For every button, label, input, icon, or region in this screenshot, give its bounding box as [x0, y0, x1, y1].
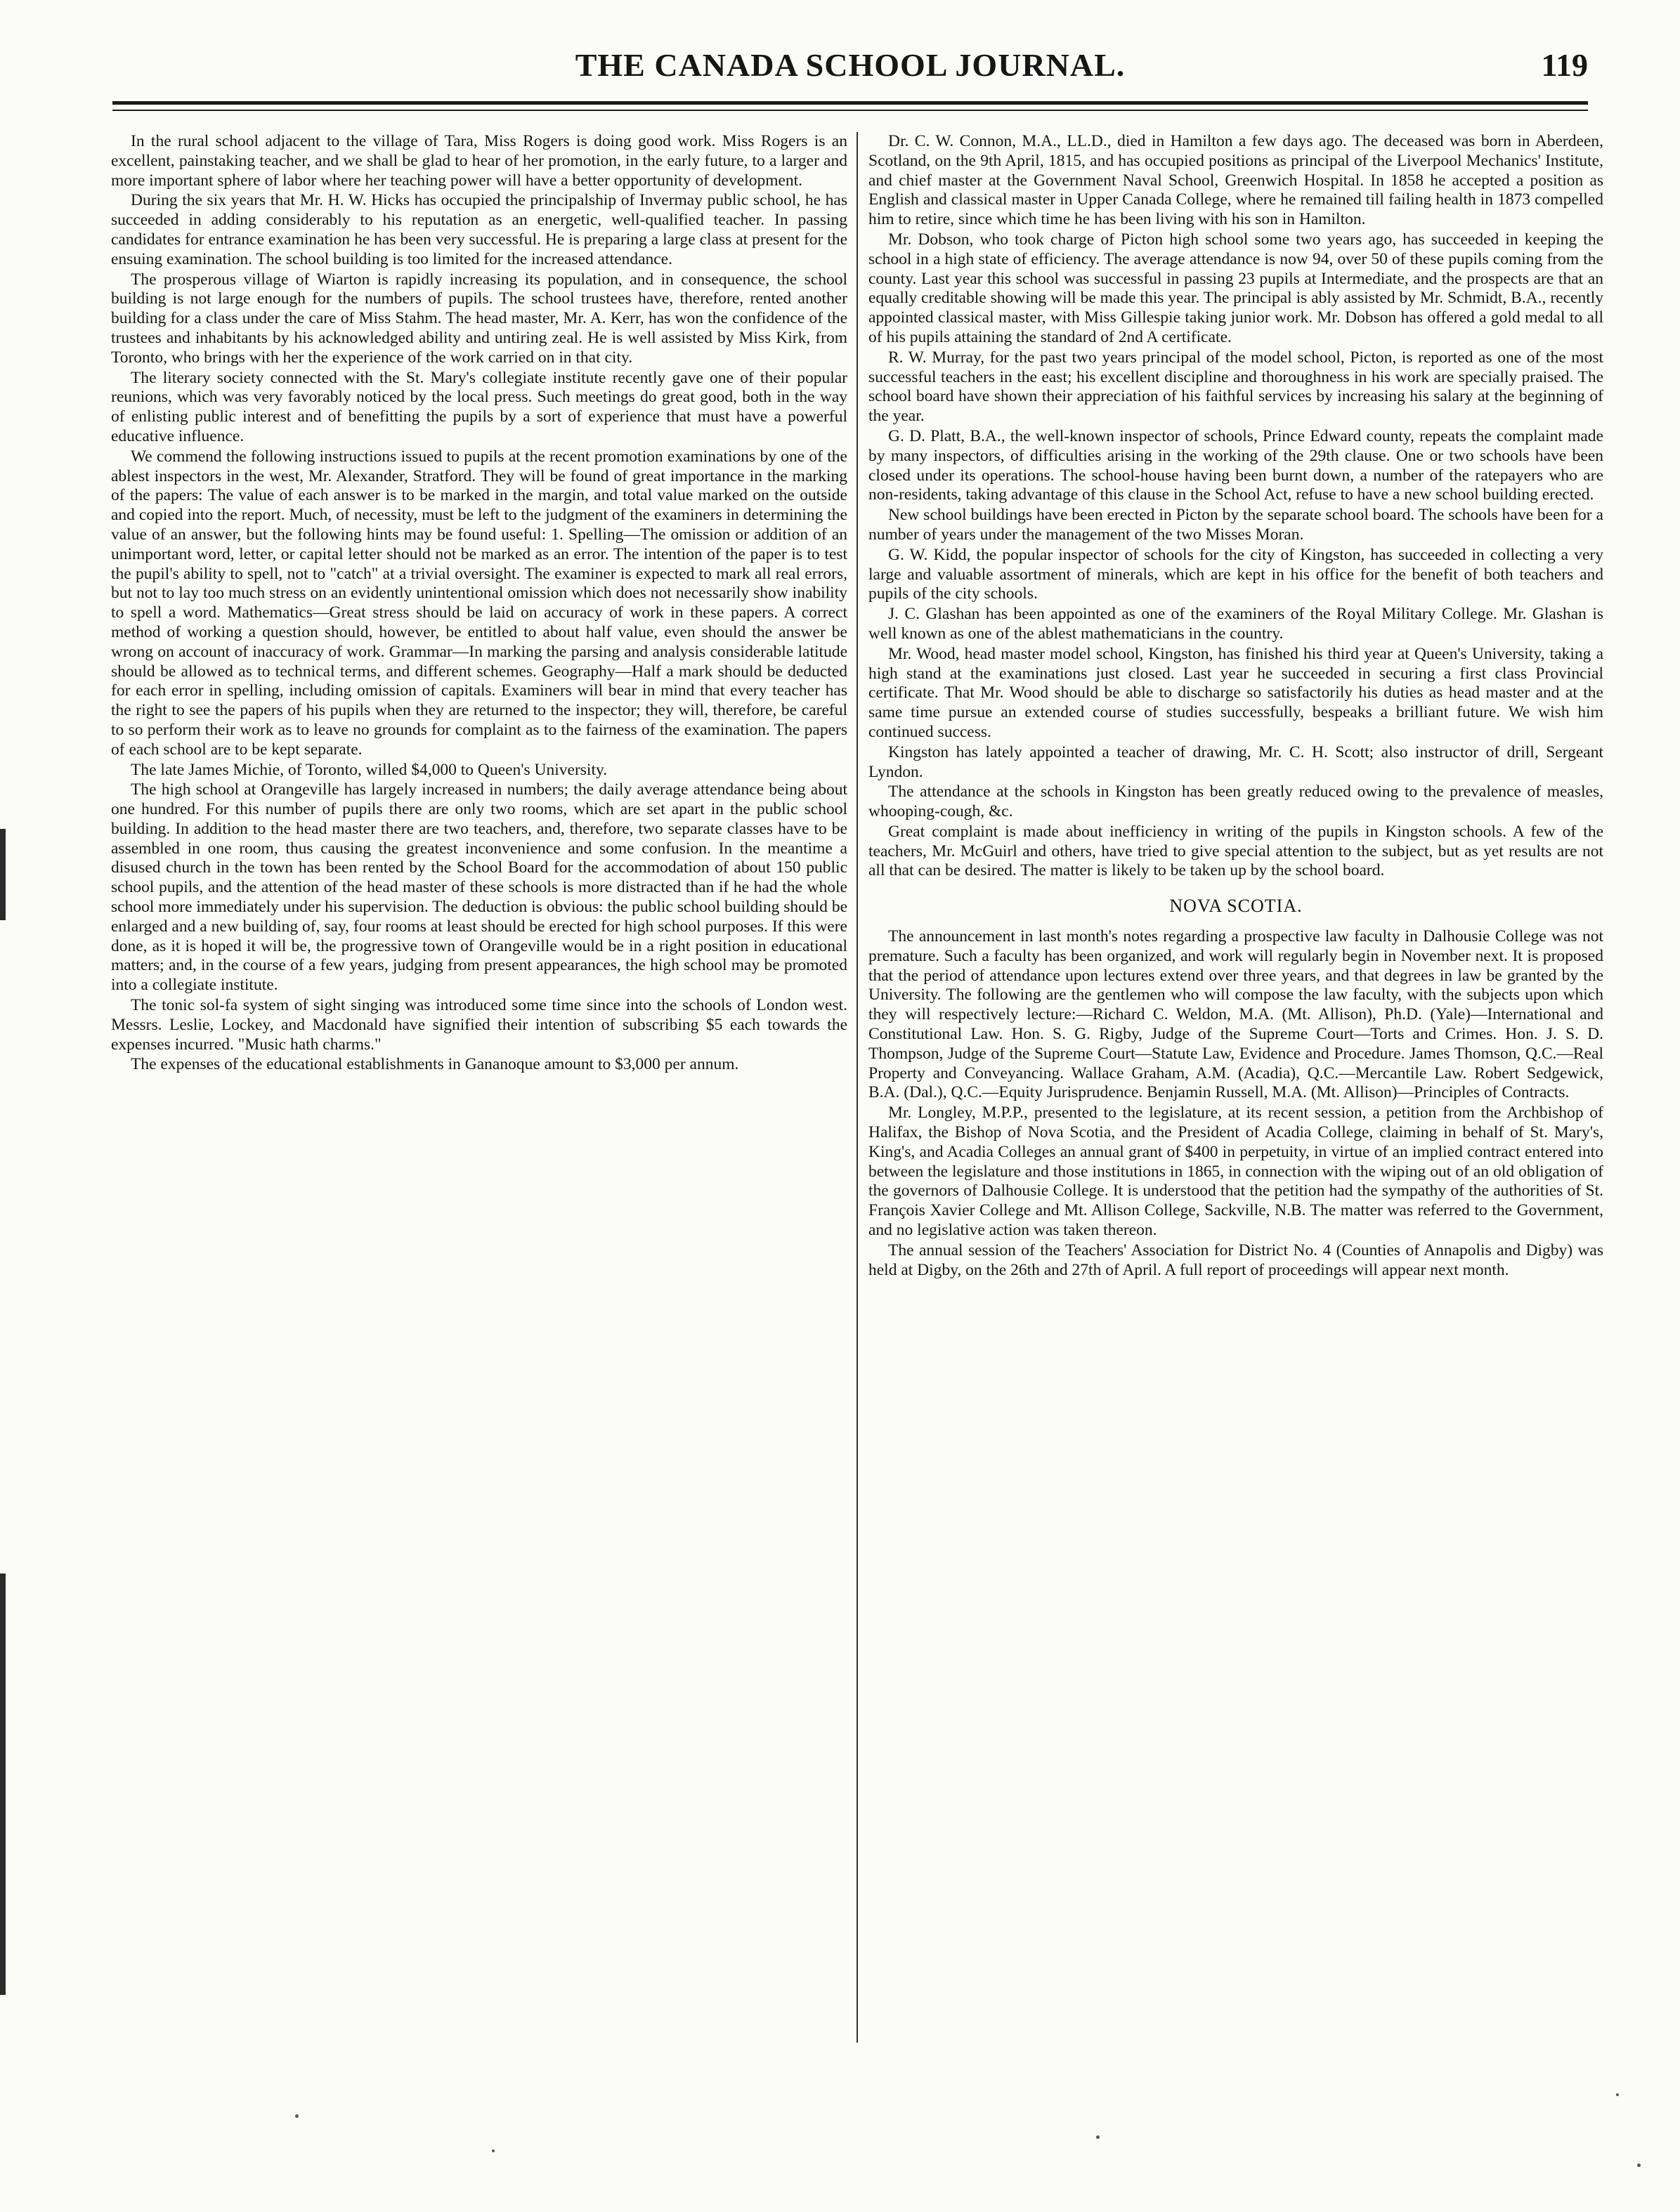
paragraph-michie: The late James Michie, of Toronto, willed $4,000 to Queen's University. — [131, 760, 608, 779]
header-rule-thin — [112, 110, 1588, 111]
binding-edge — [0, 1573, 6, 1995]
section-heading-nova-scotia: NOVA SCOTIA. — [1169, 896, 1303, 917]
page-number: 119 — [1541, 47, 1588, 83]
paragraph-invermay: During the six years that Mr. H. W. Hicks has occupied the principalship of Invermay public school, he has succeeded in adding considerably to his reputation as an energetic, well-qualified teacher. In passing candidates for entrance examination he has been very successful. He is preparing a large class at present for the ensuing examination. The school building is too limited for the increased attendance. — [111, 191, 847, 268]
column-divider — [857, 132, 858, 2043]
paragraph-dalhousie-law: The announcement in last month's notes regarding a prospective law faculty in Dalhousie College was not premature. Such a faculty has been organized, and work will regularly begin in November next. It is proposed that the period of attendance upon lectures extend over three years, and that degrees in law be granted by the University. The following are the gentlemen who will compose the law faculty, with the subjects upon which they will respectively lecture:—Richard C. Weldon, M.A. (Mt. Allison), Ph.D. (Yale)—International and Constitutional Law. Hon. S. G. Rigby, Judge of the Supreme Court—Torts and Crimes. Hon. J. S. D. Thompson, Judge of the Supreme Court—Statute Law, Evidence and Procedure. James Thomson, Q.C.—Real Property and Conveyancing. Wallace Graham, A.M. (Acadia), Q.C.—Mercantile Law. Robert Sedgewick, B.A. (Dal.), Q.C.—Equity Jurisprudence. Benjamin Russell, M.A. (Mt. Allison)—Principles of Contracts. — [868, 927, 1603, 1102]
paragraph-instructions: We commend the following instructions issued to pupils at the recent promotion examinations by one of the ablest inspectors in the west, Mr. Alexander, Stratford. They will be found of great importance in the marking of the papers: The value of each answer is to be marked in the margin, and total value marked on the outside and copied into the report. Much, of necessity, must be left to the judgment of the examiners in determining the value of an answer, but the following hints may be found useful: 1. Spelling—The omission or addition of an unimportant word, letter, or capital letter should not be marked as an error. The intention of the paper is to test the pupil's ability to spell, not to "catch" at a trivial oversight. The examiner is expected to mark all real errors, but not to lay too much stress on an evidently unintentional omission which does not necessarily show inability to spell a word. Mathematics—Great stress should be laid on accuracy of work in these papers. A correct method of working a question should, however, be entitled to about half value, even should the answer be wrong on account of inaccuracy of work. Grammar—In marking the parsing and analysis considerable latitude should be allowed as to technical terms, and different schemes. Geography—Half a mark should be deducted for each error in spelling, including omission of capitals. Examiners will bear in mind that every teacher has the right to see the papers of his pupils when they are returned to the inspector; they will, therefore, be careful to so perform their work as to leave no grounds for complaint as to the fairness of the examination. The papers of each school are to be kept separate. — [111, 447, 847, 759]
left-column — [111, 132, 847, 1075]
running-title: THE CANADA SCHOOL JOURNAL. — [575, 47, 1126, 83]
print-speck — [492, 2149, 495, 2152]
paragraph-teachers-association: The annual session of the Teachers' Association for District No. 4 (Counties of Annapolis and Digby) was held at Digby, on the 26th and 27th of April. A full report of proceedings will appear next month. — [868, 1241, 1603, 1279]
print-speck — [295, 2114, 299, 2118]
header-rule-thick — [112, 101, 1588, 105]
binding-edge — [0, 829, 6, 920]
paragraph-tara: In the rural school adjacent to the village of Tara, Miss Rogers is doing good work. Miss Rogers is an excellent, painstaking teacher, and we shall be glad to hear of her promotion, in the early future, to a larger and more important sphere of labor where her teaching power will have a better opportunity of development. — [111, 132, 847, 190]
paragraph-kidd: G. W. Kidd, the popular inspector of schools for the city of Kingston, has succeeded in collecting a very large and valuable assortment of minerals, which are kept in his office for the benefit of both teachers and pupils of the city schools. — [868, 545, 1603, 603]
print-speck — [1637, 2164, 1641, 2167]
paragraph-platt: G. D. Platt, B.A., the well-known inspector of schools, Prince Edward county, repeats the complaint made by many inspectors, of difficulties arising in the working of the 29th clause. One or two schools have been closed under its operations. The school-house having been burnt down, a number of the ratepayers who are non-residents, taking advantage of this clause in the School Act, refuse to have a new school building erected. — [868, 426, 1603, 504]
paragraph-picton-separate: New school buildings have been erected in Picton by the separate school board. The schools have been for a number of years under the management of the two Misses Moran. — [868, 506, 1603, 544]
paragraph-gananoque: The expenses of the educational establishments in Gananoque amount to $3,000 per annum. — [131, 1055, 739, 1074]
right-column — [868, 132, 1603, 1281]
paragraph-wood: Mr. Wood, head master model school, Kingston, has finished his third year at Queen's University, taking a high stand at the examinations just closed. Last year he succeeded in securing a first class Provincial certificate. That Mr. Wood should be able to discharge so satisfactorily his duties as head master and at the same time pursue an extended course of studies successfully, bespeaks a brilliant future. We wish him continued success. — [868, 644, 1603, 741]
paragraph-kingston-writing: Great complaint is made about inefficiency in writing of the pupils in Kingston schools. A few of the teachers, Mr. McGuirl and others, have tried to give special attention to the subject, but as yet results are not all that can be desired. The matter is likely to be taken up by the school board. — [868, 822, 1603, 880]
print-speck — [1616, 2093, 1619, 2096]
print-speck — [1096, 2135, 1100, 2139]
page-header — [112, 46, 1588, 97]
paragraph-kingston-attendance: The attendance at the schools in Kingston has been greatly reduced owing to the prevalence of measles, whooping-cough, &c. — [868, 783, 1603, 821]
paragraph-glashan: J. C. Glashan has been appointed as one of the examiners of the Royal Military College. Mr. Glashan is well known as one of the ablest mathematicians in the country. — [868, 605, 1603, 643]
paragraph-kingston-drawing: Kingston has lately appointed a teacher of drawing, Mr. C. H. Scott; also instructor of drill, Sergeant Lyndon. — [868, 742, 1603, 781]
paragraph-orangeville: The high school at Orangeville has largely increased in numbers; the daily average attendance being about one hundred. For this number of pupils there are only two rooms, which are set apart in the public school building. In addition to the head master there are two teachers, and, therefore, two separate classes have to be assembled in one room, thus causing the greatest inconvenience and some confusion. In the meantime a disused church in the town has been rented by the School Board for the accommodation of about 150 public school pupils, and the attention of the head master of these schools is more distracted than if he had the whole school more immediately under his supervision. The deduction is obvious: the public school building should be enlarged and a new building of, say, four rooms at least should be erected for high school purposes. If this were done, as it is hoped it will be, the progressive town of Orangeville would be in a right position in educational matters; and, in the course of a few years, judging from present appearances, the high school may be promoted into a collegiate institute. — [111, 780, 847, 995]
paragraph-murray: R. W. Murray, for the past two years principal of the model school, Picton, is reported as one of the most successful teachers in the east; his excellent discipline and thoroughness in his work are specially praised. The school board have shown their appreciation of his faithful services by increasing his salary at the beginning of the year. — [868, 348, 1603, 426]
paragraph-tonic-sol-fa: The tonic sol-fa system of sight singing was introduced some time since into the schools of London west. Messrs. Leslie, Lockey, and Macdonald have signified their intention of subscribing $5 each towards the expenses incurred. "Music hath charms." — [111, 996, 847, 1054]
paragraph-st-marys: The literary society connected with the St. Mary's collegiate institute recently gave one of their popular reunions, which was very favorably noticed by the local press. Such meetings do great good, both in the way of enlisting public interest and of benefitting the pupils by a sort of experience that must have a powerful educative influence. — [111, 368, 847, 445]
paragraph-dobson: Mr. Dobson, who took charge of Picton high school some two years ago, has succeeded in keeping the school in a high state of efficiency. The average attendance is now 94, over 50 of these pupils coming from the county. Last year this school was successful in passing 23 pupils at Intermediate, and the prospects are that an equally creditable showing will be made this year. The principal is ably assisted by Mr. Schmidt, B.A., recently appointed classical master, with Miss Gillespie taking junior work. Mr. Dobson has offered a gold medal to all of his pupils attaining the standard of 2nd A certificate. — [868, 230, 1603, 346]
paragraph-connon: Dr. C. W. Connon, M.A., LL.D., died in Hamilton a few days ago. The deceased was born in Aberdeen, Scotland, on the 9th April, 1815, and has occupied positions as principal of the Liverpool Mechanics' Institute, and chief master at the Government Naval School, Greenwich Hospital. In 1858 he accepted a position as English and classical master in Upper Canada College, where he remained till failing health in 1873 compelled him to retire, since which time he has been living with his son in Hamilton. — [868, 132, 1603, 229]
paragraph-longley: Mr. Longley, M.P.P., presented to the legislature, at its recent session, a petition from the Archbishop of Halifax, the Bishop of Nova Scotia, and the President of Acadia College, claiming in behalf of St. Mary's, King's, and Acadia Colleges an annual grant of $400 in perpetuity, in virtue of an implied contract entered into between the legislature and those institutions in 1865, in connection with the wiping out of an old obligation of the governors of Dalhousie College. It is understood that the petition had the sympathy of the authorities of St. François Xavier College and Mt. Allison College, Sackville, N.B. The matter was referred to the Government, and no legislative action was taken thereon. — [868, 1104, 1603, 1240]
paragraph-wiarton: The prosperous village of Wiarton is rapidly increasing its population, and in consequence, the school building is not large enough for the numbers of pupils. The school trustees have, therefore, rented another building for a class under the care of Miss Stahm. The head master, Mr. A. Kerr, has won the confidence of the trustees and inhabitants by his acknowledged ability and untiring zeal. He is well assisted by Miss Kirk, from Toronto, who brings with her the experience of the work carried on in that city. — [111, 270, 847, 367]
